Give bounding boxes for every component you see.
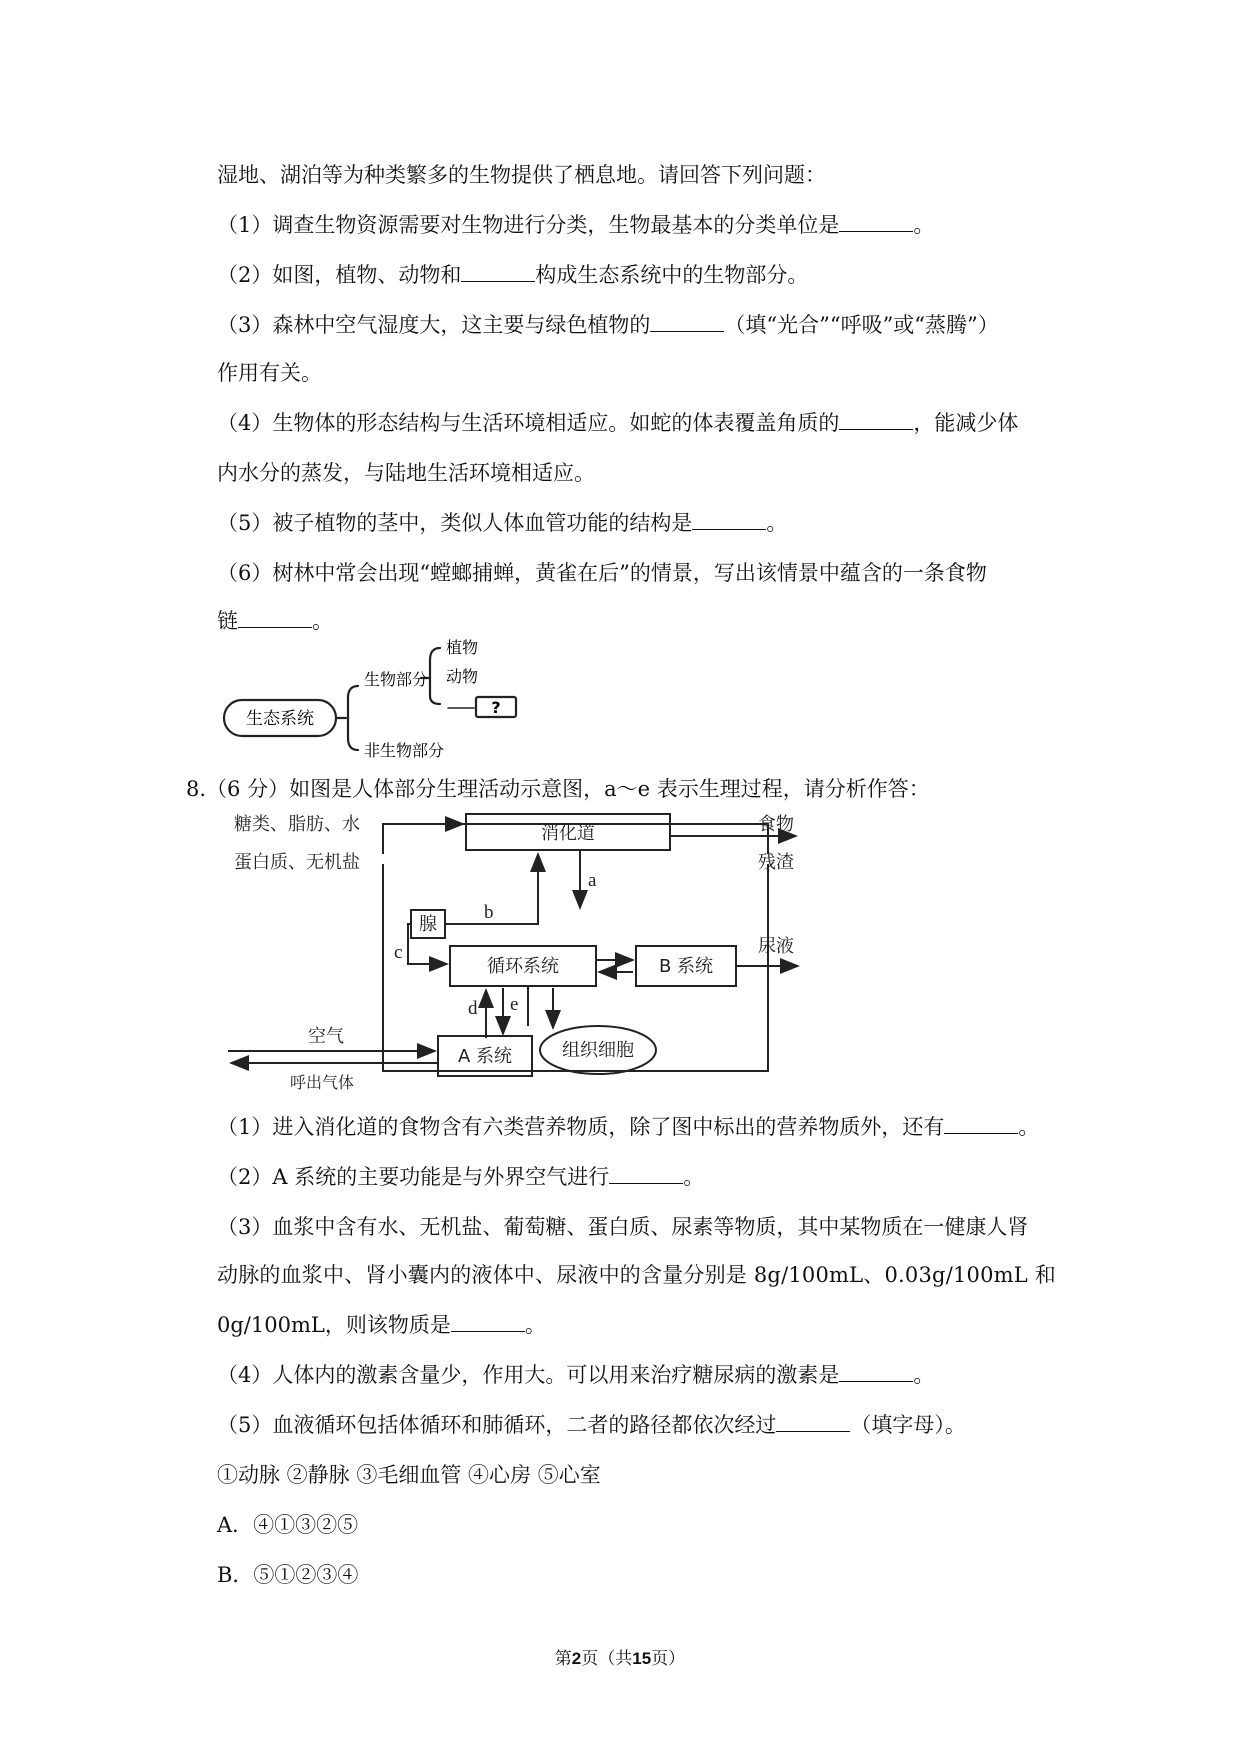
- answer-blank[interactable]: [609, 1165, 683, 1184]
- ecosystem-diagram: [218, 638, 538, 758]
- system-b-label: B 系统: [658, 956, 714, 977]
- q8-part4: （4）人体内的激素含量少，作用大。可以用来治疗糖尿病的激素是 。: [217, 1363, 935, 1387]
- q8-part1: （1）进入消化道的食物含有六类营养物质，除了图中标出的营养物质外，还有 。: [217, 1115, 1040, 1139]
- q7-part1: （1）调查生物资源需要对生物进行分类，生物最基本的分类单位是 。: [217, 213, 935, 237]
- answer-blank[interactable]: [776, 1413, 850, 1432]
- answer-blank[interactable]: [238, 609, 312, 628]
- page-number: 2: [571, 1649, 582, 1668]
- food-residue-label-1: 食物: [758, 814, 794, 835]
- q8-part5: （5）血液循环包括体循环和肺循环，二者的路径都依次经过 （填字母）。: [217, 1413, 966, 1437]
- process-e-label: e: [510, 994, 519, 1015]
- answer-blank[interactable]: [839, 1363, 913, 1382]
- answer-blank[interactable]: [839, 213, 913, 232]
- abiotic-label: 非生物部分: [364, 741, 445, 760]
- unknown-box-label: ?: [491, 698, 501, 717]
- option-a[interactable]: A．④①③②⑤: [217, 1513, 359, 1537]
- urine-label: 尿液: [758, 936, 794, 957]
- q7-part2: （2）如图，植物、动物和 构成生态系统中的生物部分。: [217, 263, 809, 287]
- ecosystem-label: 生态系统: [246, 709, 314, 729]
- q7-intro: 湿地、湖泊等为种类繁多的生物提供了栖息地。请回答下列问题：: [217, 163, 826, 187]
- answer-blank[interactable]: [692, 511, 766, 530]
- tissue-cells-label: 组织细胞: [562, 1040, 634, 1061]
- q7-part6: （6）树林中常会出现“螳螂捕蝉，黄雀在后”的情景，写出该情景中蕴含的一条食物: [217, 561, 987, 585]
- q7-part5: （5）被子植物的茎中，类似人体血管功能的结构是 。: [217, 511, 788, 535]
- q7-part3-cont: 作用有关。: [217, 361, 322, 385]
- answer-blank[interactable]: [839, 411, 913, 430]
- answer-blank[interactable]: [461, 263, 535, 282]
- air-in-label: 空气: [308, 1026, 344, 1047]
- q8-part3: （3）血浆中含有水、无机盐、葡萄糖、蛋白质、尿素等物质，其中某物质在一健康人肾: [217, 1215, 1029, 1239]
- option-b[interactable]: B．⑤①②③④: [217, 1563, 359, 1587]
- process-c-label: c: [394, 942, 403, 963]
- q7-part6-cont: 链 。: [217, 609, 333, 633]
- process-a-label: a: [588, 870, 597, 891]
- plant-label: 植物: [446, 638, 479, 657]
- q8-stem: 8.（6 分）如图是人体部分生理活动示意图，a～e 表示生理过程，请分析作答：: [186, 777, 930, 801]
- exhaled-air-label: 呼出气体: [290, 1073, 355, 1092]
- physiology-diagram: [228, 806, 818, 1092]
- answer-blank[interactable]: [650, 313, 724, 332]
- digestive-tract-label: 消化道: [541, 823, 595, 844]
- answer-blank[interactable]: [944, 1115, 1018, 1134]
- q7-part4: （4）生物体的形态结构与生活环境相适应。如蛇的体表覆盖角质的 ，能减少体: [217, 411, 1019, 435]
- q8-part2: （2）A 系统的主要功能是与外界空气进行 。: [217, 1165, 705, 1189]
- nutrients-label-2: 蛋白质、无机盐: [234, 852, 360, 873]
- animal-label: 动物: [446, 667, 479, 686]
- gland-label: 腺: [419, 914, 437, 935]
- process-b-label: b: [484, 902, 494, 923]
- nutrients-label-1: 糖类、脂肪、水: [234, 814, 360, 835]
- answer-blank[interactable]: [451, 1313, 525, 1332]
- q7-part3: （3）森林中空气湿度大，这主要与绿色植物的 （填“光合”“呼吸”或“蒸腾”）: [217, 313, 999, 337]
- system-a-label: A 系统: [457, 1046, 513, 1067]
- q8-choices: ①动脉 ②静脉 ③毛细血管 ④心房 ⑤心室: [217, 1463, 601, 1487]
- q8-part3-cont: 动脉的血浆中、肾小囊内的液体中、尿液中的含量分别是 8g/100mL、0.03g/100mL 和: [217, 1263, 1056, 1287]
- total-pages: 15: [632, 1649, 652, 1668]
- biotic-label: 生物部分: [364, 670, 429, 689]
- circulation-system-label: 循环系统: [487, 956, 559, 977]
- q7-part4-cont: 内水分的蒸发，与陆地生活环境相适应。: [217, 461, 595, 485]
- process-d-label: d: [468, 998, 478, 1019]
- q8-part3-cont2: 0g/100mL，则该物质是 。: [217, 1313, 546, 1337]
- page-footer: 第2页（共15页）: [554, 1649, 686, 1669]
- food-residue-label-2: 残渣: [758, 852, 794, 873]
